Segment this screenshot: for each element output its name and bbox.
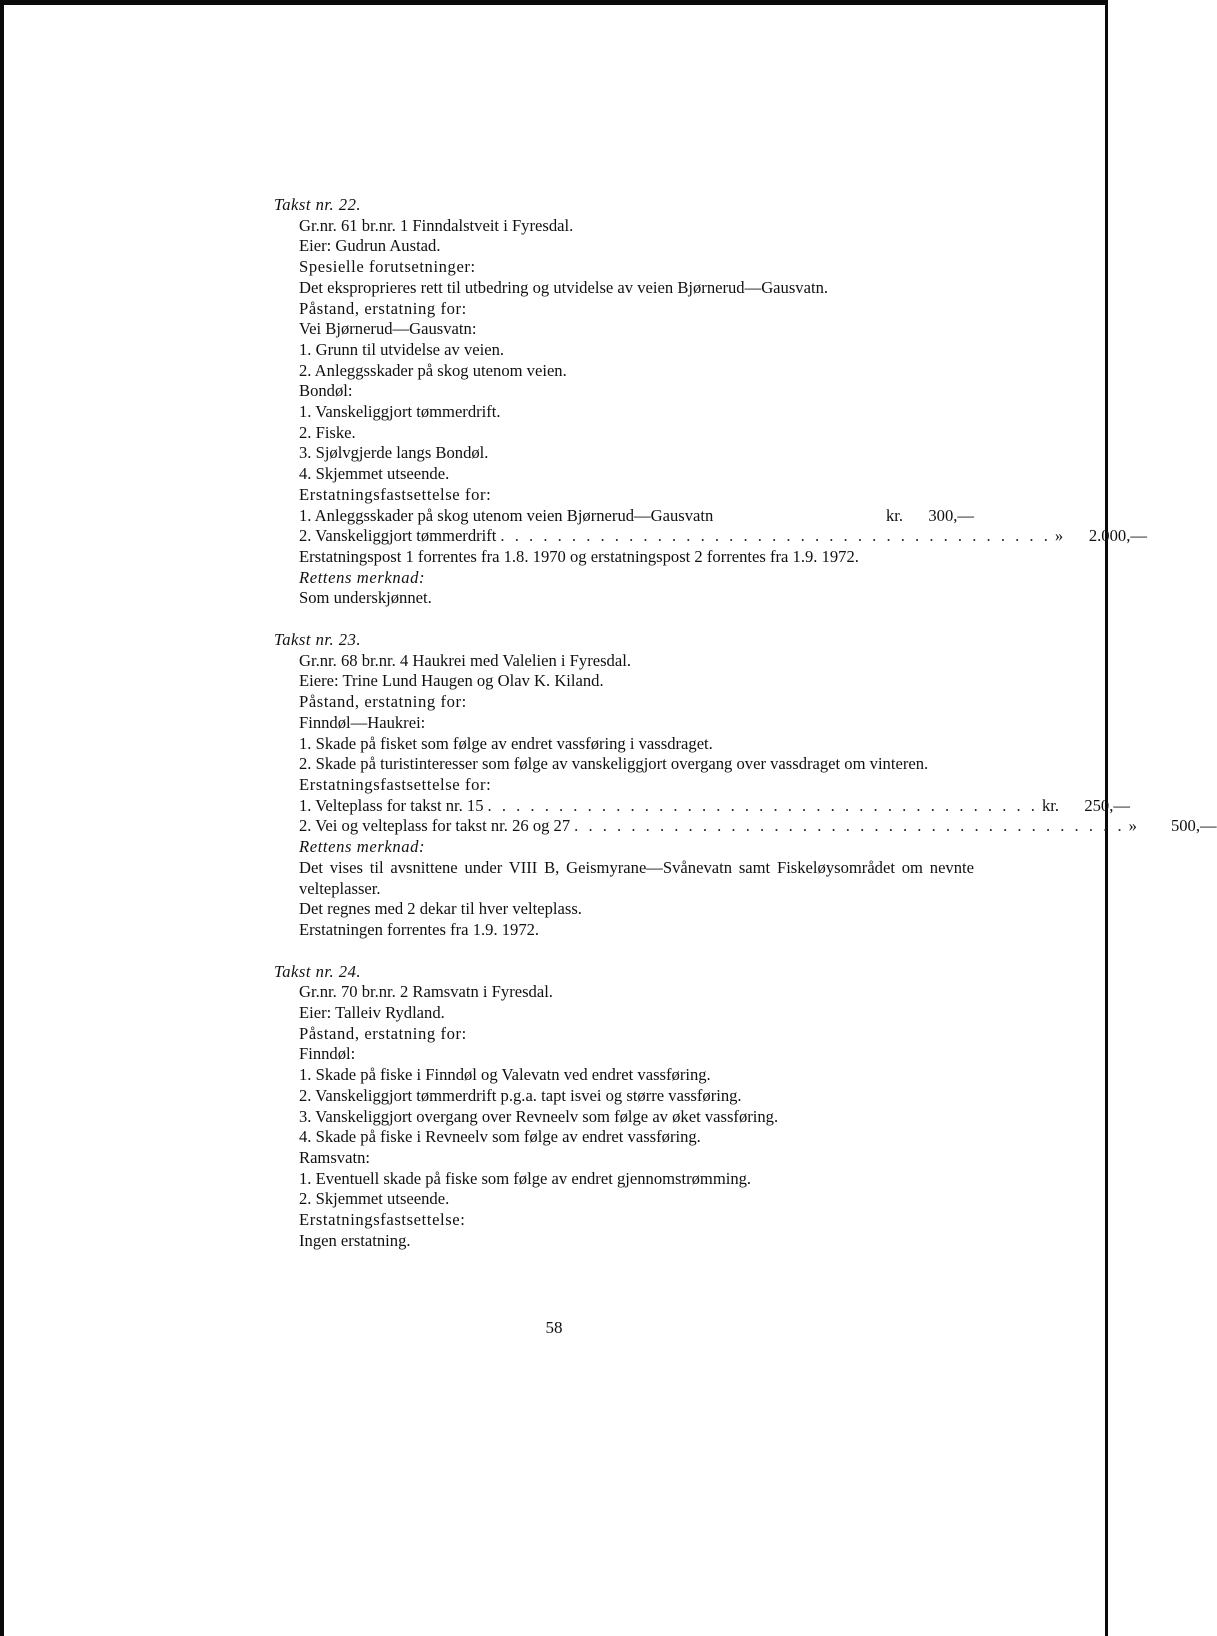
list-item: 1. Eventuell skade på fiske som følge av endret gjennomstrømming. <box>299 1168 752 1188</box>
owner: Eiere: Trine Lund Haugen og Olav K. Kiland. <box>299 671 604 691</box>
page-number: 58 <box>545 1318 563 1337</box>
claim-heading: Påstand, erstatning for: <box>299 692 467 712</box>
property-number: Gr.nr. 61 br.nr. 1 Finndalstveit i Fyresdal. <box>299 215 574 235</box>
owner: Eier: Gudrun Austad. <box>299 236 441 256</box>
list-item: 2. Anleggsskader på skog utenom veien. <box>299 360 567 380</box>
leader-dots: . . . . . . . . . . . . . . . . . . . . . . . . . . . . . . . . . . . . . . . <box>487 795 1038 815</box>
scan-border-left <box>0 0 4 1636</box>
interest-note: Erstatningspost 1 forrentes fra 1.8. 1970 og erstatningspost 2 forrentes fra 1.9. 1972. <box>299 546 859 566</box>
list-item: 2. Skjemmet utseende. <box>299 1189 450 1209</box>
compensation-row <box>299 816 1217 837</box>
compensation-heading: Erstatningsfastsettelse for: <box>299 484 492 504</box>
remark-heading: Rettens merknad: <box>299 837 426 857</box>
group-heading: Finndøl—Haukrei: <box>299 712 426 732</box>
compensation-text: Ingen erstatning. <box>299 1230 411 1250</box>
prereq-text: Det eksproprieres rett til utbedring og utvidelse av veien Bjørnerud—Gausvatn. <box>299 277 829 297</box>
section-title: Takst nr. 24. <box>274 961 362 981</box>
claim-heading: Påstand, erstatning for: <box>299 298 467 318</box>
document-body <box>274 195 1217 1272</box>
compensation-currency: » <box>1054 526 1064 546</box>
compensation-amount: 250,— <box>1084 795 1130 815</box>
list-item: 4. Skade på fiske i Revneelv som følge av endret vassføring. <box>299 1127 701 1147</box>
prereq-heading: Spesielle forutsetninger: <box>299 257 476 277</box>
compensation-label: 2. Vanskeliggjort tømmerdrift <box>299 526 497 546</box>
leader-dots: . . . . . . . . . . . . . . . . . . . . . . . . . . . . . . . . . . . . . . . <box>574 816 1125 836</box>
section-title: Takst nr. 22. <box>274 195 362 214</box>
compensation-currency: kr. <box>1041 795 1060 815</box>
section-title: Takst nr. 23. <box>274 630 362 650</box>
compensation-row <box>299 506 974 527</box>
scan-border-top <box>0 0 1108 5</box>
compensation-heading: Erstatningsfastsettelse for: <box>299 774 492 794</box>
property-number: Gr.nr. 70 br.nr. 2 Ramsvatn i Fyresdal. <box>299 982 553 1002</box>
compensation-currency: » <box>1128 816 1137 836</box>
compensation-row <box>299 795 1130 817</box>
list-item: 2. Fiske. <box>299 422 356 442</box>
list-item: 1. Skade på fisket som følge av endret vassføring i vassdraget. <box>299 733 713 753</box>
list-item: 1. Grunn til utvidelse av veien. <box>299 339 505 359</box>
takst-24-section <box>274 962 974 1252</box>
group-heading: Ramsvatn: <box>299 1147 370 1167</box>
takst-23-section <box>274 630 1217 941</box>
compensation-heading: Erstatningsfastsettelse: <box>299 1210 466 1230</box>
compensation-amount: 300,— <box>928 505 974 525</box>
group-heading: Finndøl: <box>299 1044 356 1064</box>
list-item: 1. Vanskeliggjort tømmerdrift. <box>299 402 501 422</box>
compensation-label: 2. Vei og velteplass for takst nr. 26 og 27 <box>299 816 571 836</box>
compensation-amount: 2.000,— <box>1088 526 1147 546</box>
property-number: Gr.nr. 68 br.nr. 4 Haukrei med Valelien i Fyresdal. <box>299 650 631 670</box>
list-item: 2. Vanskeliggjort tømmerdrift p.g.a. tapt isvei og større vassføring. <box>299 1085 742 1105</box>
group-heading: Bondøl: <box>299 381 353 401</box>
compensation-currency: kr. <box>886 505 904 525</box>
list-item: 2. Skade på turistinteresser som følge av vanskeliggjort overgang over vassdraget om vinteren. <box>299 754 929 774</box>
group-heading: Vei Bjørnerud—Gausvatn: <box>299 319 477 339</box>
list-item: 4. Skjemmet utseende. <box>299 464 450 484</box>
compensation-row <box>299 526 1147 547</box>
remark-text: Det vises til avsnittene under VIII B, Geismyrane—Svånevatn samt Fiskeløysområdet om nevnte velteplasser. <box>299 857 974 898</box>
list-item: 3. Vanskeliggjort overgang over Revneelv som følge av øket vassføring. <box>299 1106 779 1126</box>
list-item: 1. Skade på fiske i Finndøl og Valevatn ved endret vassføring. <box>299 1065 711 1085</box>
leader-dots: . . . . . . . . . . . . . . . . . . . . . . . . . . . . . . . . . . . . . . . <box>500 526 1051 546</box>
compensation-label: 1. Anleggsskader på skog utenom veien Bjørnerud—Gausvatn <box>299 505 714 525</box>
takst-22-section <box>274 195 1147 609</box>
compensation-amount: 500,— <box>1170 816 1217 836</box>
compensation-label: 1. Velteplass for takst nr. 15 <box>299 795 484 815</box>
owner: Eier: Talleiv Rydland. <box>299 1003 445 1023</box>
remark-text: Erstatningen forrentes fra 1.9. 1972. <box>299 919 540 939</box>
remark-heading: Rettens merknad: <box>299 567 426 587</box>
remark-text: Som underskjønnet. <box>299 588 432 608</box>
list-item: 3. Sjølvgjerde langs Bondøl. <box>299 443 489 463</box>
remark-text: Det regnes med 2 dekar til hver velteplass. <box>299 899 582 919</box>
claim-heading: Påstand, erstatning for: <box>299 1023 467 1043</box>
